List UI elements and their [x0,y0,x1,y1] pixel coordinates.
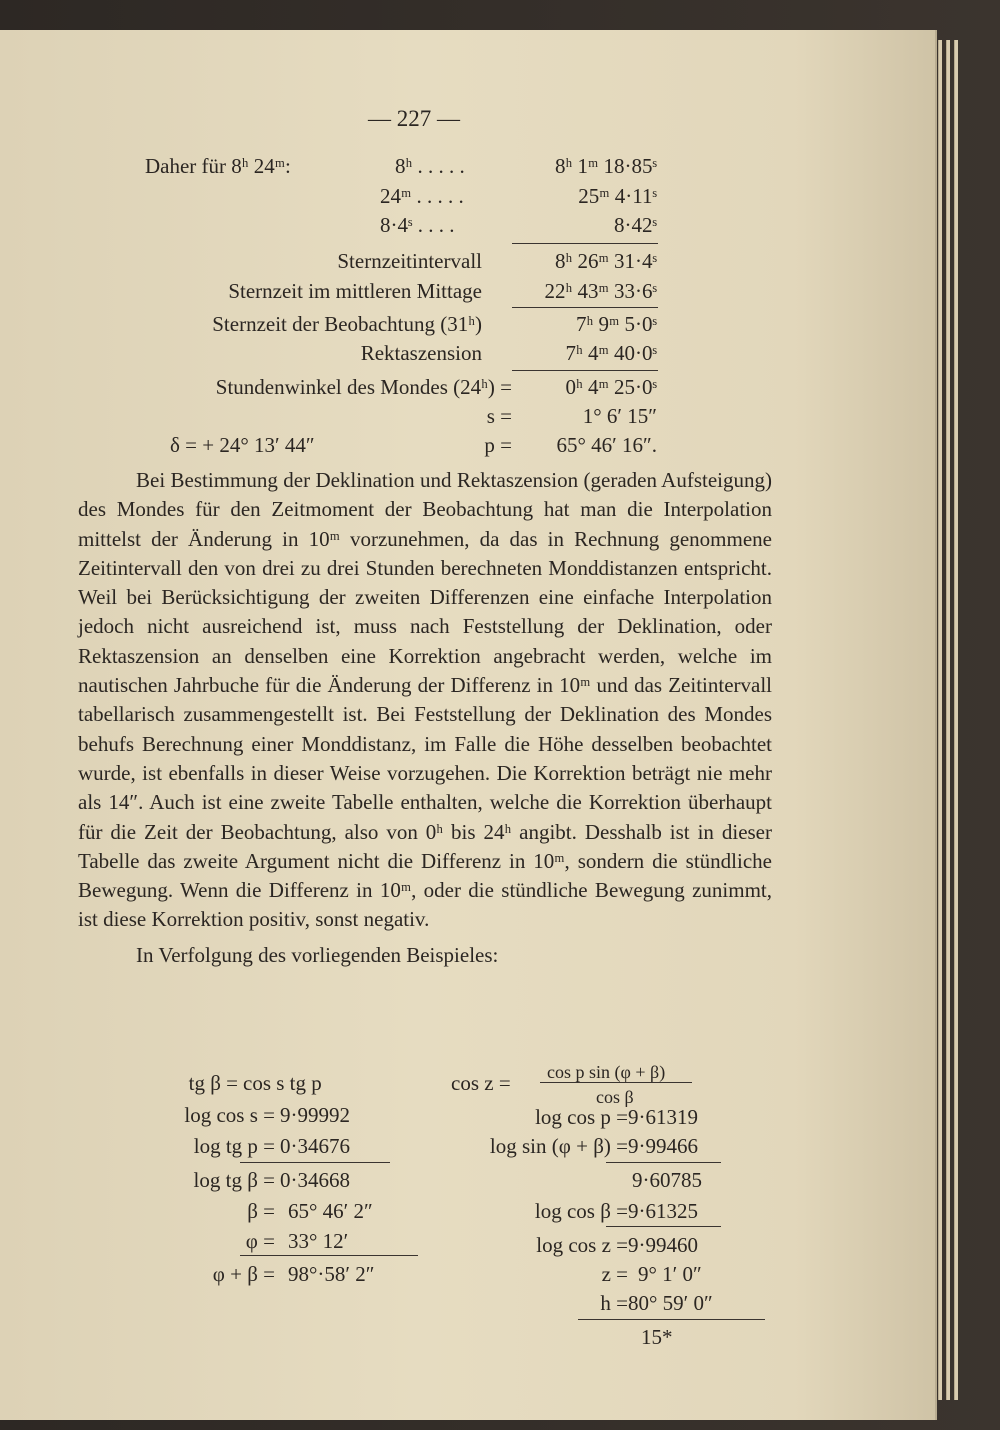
formula-lhs: z = [601,1262,628,1286]
formula-lhs: log tg β = [193,1168,275,1192]
computation-label: p = [484,433,512,457]
page-edge [954,40,958,1400]
body-text [78,466,772,970]
formula-rhs: 9·61319 [628,1105,698,1129]
formula-lhs: log cos p = [535,1105,628,1129]
computation-value: 7ʰ 9ᵐ 5·0ˢ [576,312,657,336]
formula-lhs: φ = [245,1229,275,1253]
computation-value: 7ʰ 4ᵐ 40·0ˢ [565,341,657,365]
formula-rhs: 80° 59′ 0″ [628,1291,713,1315]
formula-lhs: φ + β = [212,1262,275,1286]
computation-value: 0ʰ 4ᵐ 25·0ˢ [565,375,657,399]
formula-lhs: h = [600,1291,628,1315]
computation-label: s = [486,404,512,428]
formula-rhs: 9·99466 [628,1134,698,1158]
sum-rule [578,1319,765,1320]
signature-mark: 15* [641,1325,673,1349]
formula-rhs: 33° 12′ [288,1229,349,1253]
delta-value: δ = + 24° 13′ 44″ [170,433,315,457]
sum-rule [512,243,658,244]
paragraph: Bei Bestimmung der Deklination und Rektaszension (geraden Aufsteigung) des Mondes für den Zeitmoment der Beobachtung hat man die Interpolation mittelst der Änderung in 10ᵐ vorzunehmen, da das in Rechnung genommene Zeitintervall den von drei zu drei Stunden berechneten Monddistanzen entspricht. Weil bei Berücksichtigung der zweiten Differenzen eine einfache Interpolation jedoch nicht ausreichend ist, muss nach Feststellung der Deklination, oder Rektaszension an denselben eine Korrektion angebracht werden, welche im nautischen Jahrbuche für die Änderung der Differenz in 10ᵐ und das Zeitintervall tabellarisch zusammengestellt ist. Bei Feststellung der Deklination des Mondes behufs Berechnung einer Monddistanz, im Falle die Höhe desselben beobachtet wurde, ist ebenfalls in dieser Weise vorzugehen. Die Korrektion beträgt nie mehr als 14″. Auch ist eine zweite Tabelle enthalten, welche die Korrektion überhaupt für die Zeit der Beobachtung, also von 0ʰ bis 24ʰ angibt. Desshalb ist in dieser Tabelle das zweite Argument nicht die Differenz in 10ᵐ, sondern die stündliche Bewegung. Wenn die Differenz in 10ᵐ, oder die stündliche Bewegung zunimmt, ist diese Korrektion positiv, sonst negativ. [78,468,772,932]
sum-rule [512,370,658,371]
computation-value: 65° 46′ 16″. [556,433,657,457]
formula-rhs: 9·60785 [632,1168,702,1192]
computation-label: Sternzeit im mittleren Mittage [228,279,482,303]
conversion-input: 8·4ˢ . . . . [380,213,455,237]
page-edge [946,40,950,1400]
conversion-input: 8ʰ . . . . . [395,154,465,178]
formula-rhs: 65° 46′ 2″ [288,1199,373,1223]
computation-label: Sternzeitintervall [337,249,482,273]
computation-value: 1° 6′ 15″ [582,404,657,428]
conversion-result: 8·42ˢ [614,213,657,237]
sum-rule [240,1255,418,1256]
formula-lhs: log sin (φ + β) = [489,1134,628,1158]
computation-label: Sternzeit der Beobachtung (31ʰ) [212,312,482,336]
formula-lhs: β = [247,1199,275,1223]
formula-rhs: 98°·58′ 2″ [288,1262,375,1286]
formula-lhs: log cos z = [536,1233,628,1257]
formula-rhs: 9·61325 [628,1199,698,1223]
computation-value: 22ʰ 43ᵐ 33·6ˢ [544,279,657,303]
formula-lhs: log tg p = [193,1134,275,1158]
sum-rule [606,1226,721,1227]
fraction-denominator: cos β [596,1087,634,1107]
page-edge [938,40,942,1400]
formula-lhs: log cos s = [184,1103,275,1127]
formula-rhs: 9·99460 [628,1233,698,1257]
computation-value: 8ʰ 26ᵐ 31·4ˢ [555,249,657,273]
formula-rhs: 0·34676 [280,1134,350,1158]
formula-rhs: 0·34668 [280,1168,350,1192]
sum-rule [512,307,658,308]
formula-rhs: 9·99992 [280,1103,350,1127]
conversion-result: 8ʰ 1ᵐ 18·85ˢ [555,154,657,178]
conversion-label: Daher für 8ʰ 24ᵐ: [145,154,291,178]
formula-lhs: log cos β = [534,1199,628,1223]
paragraph: In Verfolgung des vorliegenden Beispieles: [136,942,499,967]
formula-rhs: cos s tg p [243,1071,322,1095]
formula-rhs: 9° 1′ 0″ [638,1262,702,1286]
sum-rule [240,1162,390,1163]
formula-lhs: tg β = [188,1071,238,1095]
computation-label: Rektaszension [360,341,482,365]
conversion-input: 24ᵐ . . . . . [380,184,464,208]
fraction-bar [540,1082,692,1083]
formula-lhs: cos z = [451,1071,511,1095]
computation-label: Stundenwinkel des Mondes (24ʰ) = [215,375,512,399]
page-number: — 227 — [368,106,460,131]
fraction-numerator: cos p sin (φ + β) [547,1062,666,1082]
conversion-result: 25ᵐ 4·11ˢ [578,184,657,208]
sum-rule [606,1162,721,1163]
